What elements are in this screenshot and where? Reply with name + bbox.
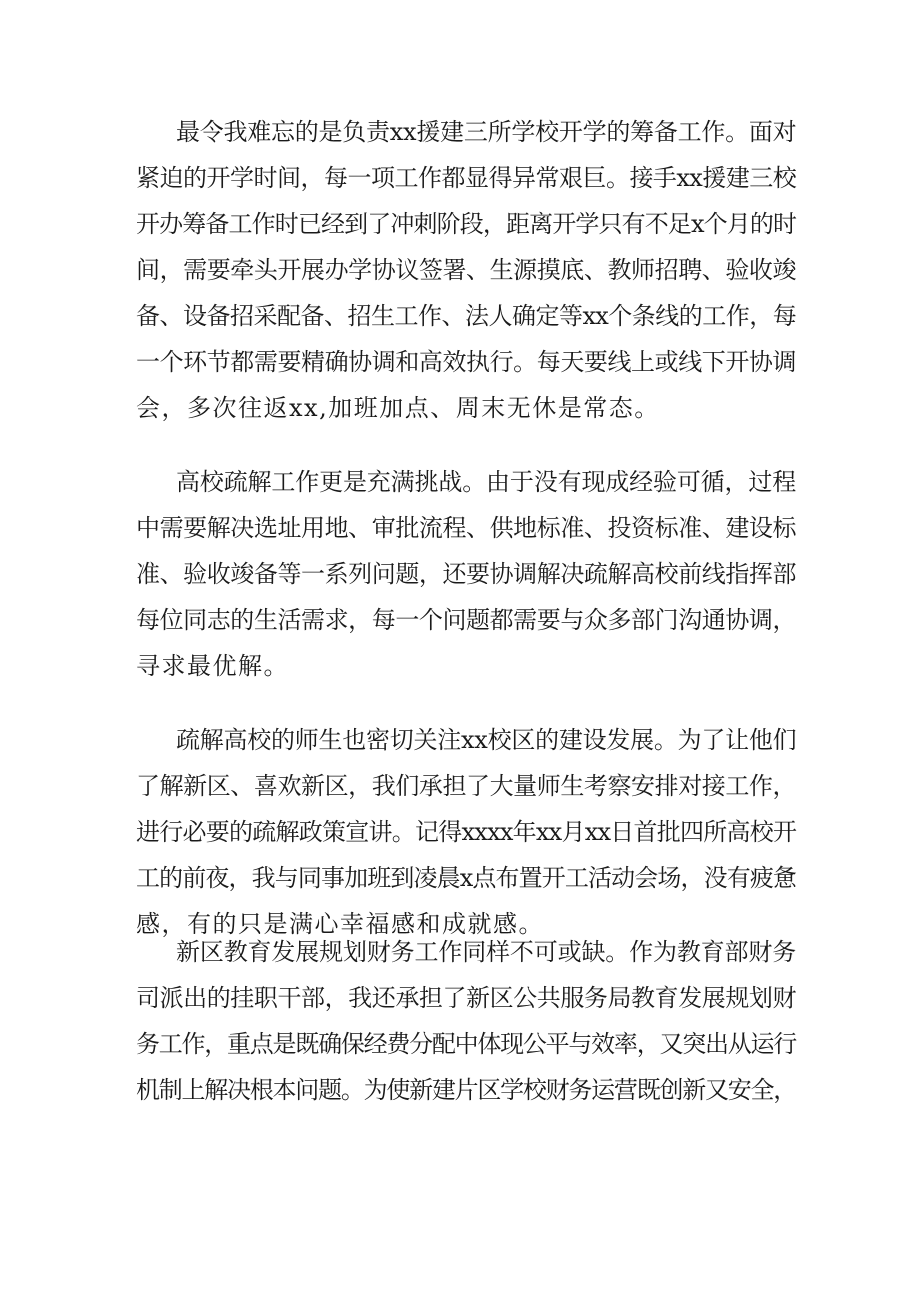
paragraph-1	[136, 109, 796, 431]
text-line: 准、验收竣备等一系列问题，还要协调解决疏解高校前线指挥部	[136, 560, 796, 588]
text-line: 机制上解决根本问题。为使新建片区学校财务运营既创新又安全，	[136, 1076, 796, 1104]
text-line: 每位同志的生活需求，每一个问题都需要与众多部门沟通协调，	[136, 606, 796, 634]
text-line: 新区教育发展规划财务工作同样不可或缺。作为教育部财务	[176, 938, 796, 966]
text-line: 紧迫的开学时间，每一项工作都显得异常艰巨。接手xx援建三校	[136, 164, 796, 192]
text-line: 寻求最优解。	[136, 652, 289, 680]
text-line: 进行必要的疏解政策宣讲。记得xxxx年xx月xx日首批四所高校开	[136, 818, 797, 846]
text-line: 会，多次往返xx,加班加点、周末无休是常态。	[136, 394, 660, 422]
text-line: 高校疏解工作更是充满挑战。由于没有现成经验可循，过程	[176, 468, 796, 496]
text-line: 司派出的挂职干部，我还承担了新区公共服务局教育发展规划财	[136, 984, 796, 1012]
text-line: 间，需要牵头开展办学协议签署、生源摸底、教师招聘、验收竣	[136, 256, 796, 284]
paragraph-3	[136, 717, 796, 947]
text-line: 一个环节都需要精确协调和高效执行。每天要线上或线下开协调	[136, 348, 796, 376]
text-line: 中需要解决选址用地、审批流程、供地标准、投资标准、建设标	[136, 514, 796, 542]
text-line: 备、设备招采配备、招生工作、法人确定等xx个条线的工作，每	[136, 302, 796, 330]
text-line: 务工作，重点是既确保经费分配中体现公平与效率，又突出从运行	[136, 1030, 796, 1058]
text-line: 工的前夜，我与同事加班到凌晨x点布置开工活动会场，没有疲惫	[136, 864, 796, 892]
paragraph-4	[136, 929, 796, 1113]
text-line: 疏解高校的师生也密切关注xx校区的建设发展。为了让他们	[176, 726, 797, 754]
text-line: 了解新区、喜欢新区，我们承担了大量师生考察安排对接工作，	[136, 772, 796, 800]
text-line: 开办筹备工作时已经到了冲刺阶段，距离开学只有不足x个月的时	[136, 210, 796, 238]
text-line: 感，有的只是满心幸福感和成就感。	[136, 910, 544, 938]
text-line: 最令我难忘的是负责xx援建三所学校开学的筹备工作。面对	[176, 118, 797, 146]
paragraph-2	[136, 459, 796, 689]
